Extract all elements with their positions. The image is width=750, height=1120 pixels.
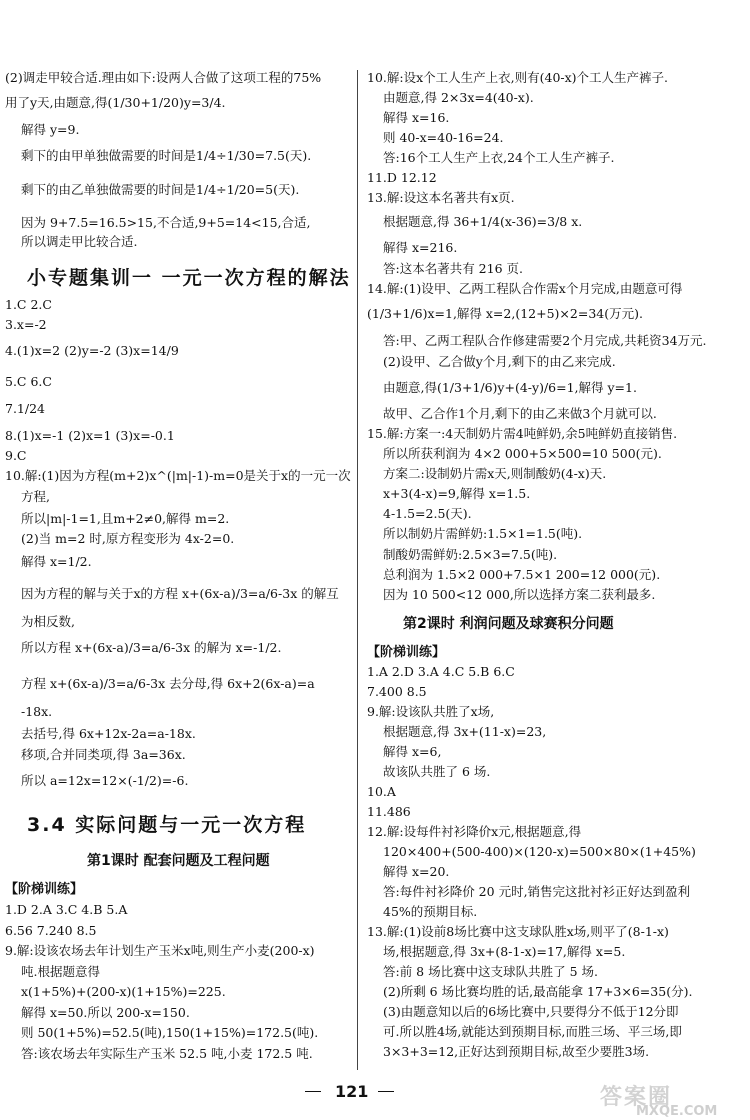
right-line: 答:这本名著共有 216 页. [383, 261, 523, 276]
left-line: 解得 x=1/2. [21, 554, 92, 569]
left-line: 5.C 6.C [5, 374, 52, 389]
page-number-dash-right [378, 1091, 394, 1092]
left-line: 10.解:(1)因为方程(m+2)x^(|m|-1)-m=0是关于x的一元一次 [5, 468, 351, 483]
right-line: 1.A 2.D 3.A 4.C 5.B 6.C [367, 664, 515, 679]
left-line: 6.56 7.240 8.5 [5, 923, 97, 938]
left-line: 1.C 2.C [5, 297, 52, 312]
left-line: 因为方程的解与关于x的方程 x+(6x-a)/3=a/6-3x 的解互 [21, 586, 339, 601]
left-line: 4.(1)x=2 (2)y=-2 (3)x=14/9 [5, 343, 179, 358]
right-line: 方案二:设制奶片需x天,则制酸奶(4-x)天. [383, 466, 607, 481]
right-line: 解得 x=216. [383, 240, 458, 255]
right-line: 3×3+3=12,正好达到预期目标,故至少要胜3场. [383, 1044, 650, 1059]
left-line: 【阶梯训练】 [5, 882, 84, 897]
left-line: 7.1/24 [5, 401, 45, 416]
right-line: 7.400 8.5 [367, 684, 427, 699]
right-line: 10.A [367, 784, 396, 799]
right-line: 所以所获利润为 4×2 000+5×500=10 500(元). [383, 446, 662, 461]
left-line: 解得 x=50.所以 200-x=150. [21, 1005, 190, 1020]
left-line: -18x. [21, 704, 53, 719]
right-line: 11.486 [367, 804, 411, 819]
right-line: 9.解:设该队共胜了x场, [367, 704, 495, 719]
left-line: 3.4 实际问题与一元一次方程 [27, 814, 307, 836]
right-line: (2)设甲、乙合做y个月,剩下的由乙来完成. [383, 354, 616, 369]
right-line: 所以制奶片需鲜奶:1.5×1=1.5(吨). [383, 526, 583, 541]
right-line: 解得 x=6, [383, 744, 442, 759]
left-line: 则 50(1+5%)=52.5(吨),150(1+15%)=172.5(吨). [21, 1025, 319, 1040]
right-line: 13.解:(1)设前8场比赛中这支球队胜x场,则平了(8-1-x) [367, 924, 669, 939]
right-line: 故该队共胜了 6 场. [383, 764, 491, 779]
right-line: 【阶梯训练】 [367, 645, 446, 660]
right-line: 则 40-x=40-16=24. [383, 130, 504, 145]
right-line: 故甲、乙合作1个月,剩下的由乙来做3个月就可以. [383, 406, 657, 421]
right-line: (2)所剩 6 场比赛均胜的话,最高能拿 17+3×6=35(分). [383, 984, 693, 999]
watermark-logo: 答案圈 [600, 1085, 673, 1110]
right-line: 答:前 8 场比赛中这支球队共胜了 5 场. [383, 964, 598, 979]
left-line: 3.x=-2 [5, 317, 47, 332]
right-line: 11.D 12.12 [367, 170, 437, 185]
left-line: (2)当 m=2 时,原方程变形为 4x-2=0. [21, 531, 235, 546]
column-divider [357, 70, 358, 1070]
right-line: 总利润为 1.5×2 000+7.5×1 200=12 000(元). [383, 567, 661, 582]
left-line: 9.解:设该农场去年计划生产玉米x吨,则生产小麦(200-x) [5, 943, 315, 958]
left-line: 所以 a=12x=12×(-1/2)=-6. [21, 773, 189, 788]
right-line: (1/3+1/6)x=1,解得 x=2,(12+5)×2=34(万元). [367, 306, 643, 321]
left-line: (2)调走甲较合适.理由如下:设两人合做了这项工程的75% [5, 70, 322, 85]
right-line: 由题意,得 2×3x=4(40-x). [383, 90, 534, 105]
left-line: 9.C [5, 448, 27, 463]
right-line: 解得 x=20. [383, 864, 450, 879]
left-line: 剩下的由乙单独做需要的时间是1/4÷1/20=5(天). [21, 182, 300, 197]
right-line: 15.解:方案一:4天制奶片需4吨鲜奶,余5吨鲜奶直接销售. [367, 426, 678, 441]
page-number: 121 [335, 1082, 369, 1101]
right-line: 120×400+(500-400)×(120-x)=500×80×(1+45%) [383, 844, 696, 859]
right-line: 因为 10 500<12 000,所以选择方案二获利最多. [383, 587, 656, 602]
page-number-dash-left [305, 1091, 321, 1092]
left-line: 因为 9+7.5=16.5>15,不合适,9+5=14<15,合适, [21, 215, 311, 230]
right-line: 4-1.5=2.5(天). [383, 506, 472, 521]
left-line: x(1+5%)+(200-x)(1+15%)=225. [21, 984, 226, 999]
right-line: 根据题意,得 36+1/4(x-36)=3/8 x. [383, 214, 583, 229]
left-line: 吨.根据题意得 [21, 964, 100, 979]
right-line: 解得 x=16. [383, 110, 450, 125]
left-line: 答:该农场去年实际生产玉米 52.5 吨,小麦 172.5 吨. [21, 1046, 313, 1061]
left-line: 8.(1)x=-1 (2)x=1 (3)x=-0.1 [5, 428, 175, 443]
left-line: 所以调走甲比较合适. [21, 234, 138, 249]
right-line: 45%的预期目标. [383, 904, 478, 919]
left-line: 所以方程 x+(6x-a)/3=a/6-3x 的解为 x=-1/2. [21, 640, 282, 655]
right-line: 13.解:设这本名著共有x页. [367, 190, 515, 205]
left-line: 去括号,得 6x+12x-2a=a-18x. [21, 726, 196, 741]
left-line: 第1课时 配套问题及工程问题 [87, 853, 270, 869]
left-line: 为相反数, [21, 614, 75, 629]
left-line: 小专题集训一 一元一次方程的解法 [27, 267, 351, 289]
right-line: 答:甲、乙两工程队合作修建需要2个月完成,共耗资34万元. [383, 333, 707, 348]
right-line: 10.解:设x个工人生产上衣,则有(40-x)个工人生产裤子. [367, 70, 669, 85]
right-line: 可.所以胜4场,就能达到预期目标,而胜三场、平三场,即 [383, 1024, 682, 1039]
right-line: 根据题意,得 3x+(11-x)=23, [383, 724, 547, 739]
right-line: 答:16个工人生产上衣,24个工人生产裤子. [383, 150, 615, 165]
right-line: 制酸奶需鲜奶:2.5×3=7.5(吨). [383, 547, 558, 562]
right-line: 场,根据题意,得 3x+(8-1-x)=17,解得 x=5. [383, 944, 626, 959]
left-line: 所以|m|-1=1,且m+2≠0,解得 m=2. [21, 511, 230, 526]
right-line: 14.解:(1)设甲、乙两工程队合作需x个月完成,由题意可得 [367, 281, 683, 296]
watermark-url: MXQE.COM [636, 1104, 718, 1119]
left-line: 方程 x+(6x-a)/3=a/6-3x 去分母,得 6x+2(6x-a)=a [21, 676, 315, 691]
left-line: 解得 y=9. [21, 122, 80, 137]
left-line: 方程, [21, 489, 50, 504]
left-line: 剩下的由甲单独做需要的时间是1/4÷1/30=7.5(天). [21, 148, 312, 163]
left-line: 1.D 2.A 3.C 4.B 5.A [5, 902, 128, 917]
right-line: 由题意,得(1/3+1/6)y+(4-y)/6=1,解得 y=1. [383, 380, 637, 395]
left-line: 用了y天,由题意,得(1/30+1/20)y=3/4. [5, 95, 226, 110]
right-line: 12.解:设每件衬衫降价x元,根据题意,得 [367, 824, 582, 839]
right-line: 第2课时 利润问题及球赛积分问题 [403, 616, 614, 632]
right-line: x+3(4-x)=9,解得 x=1.5. [383, 486, 531, 501]
right-line: (3)由题意知以后的6场比赛中,只要得分不低于12分即 [383, 1004, 679, 1019]
left-line: 移项,合并同类项,得 3a=36x. [21, 747, 186, 762]
right-line: 答:每件衬衫降价 20 元时,销售完这批衬衫正好达到盈利 [383, 884, 691, 899]
